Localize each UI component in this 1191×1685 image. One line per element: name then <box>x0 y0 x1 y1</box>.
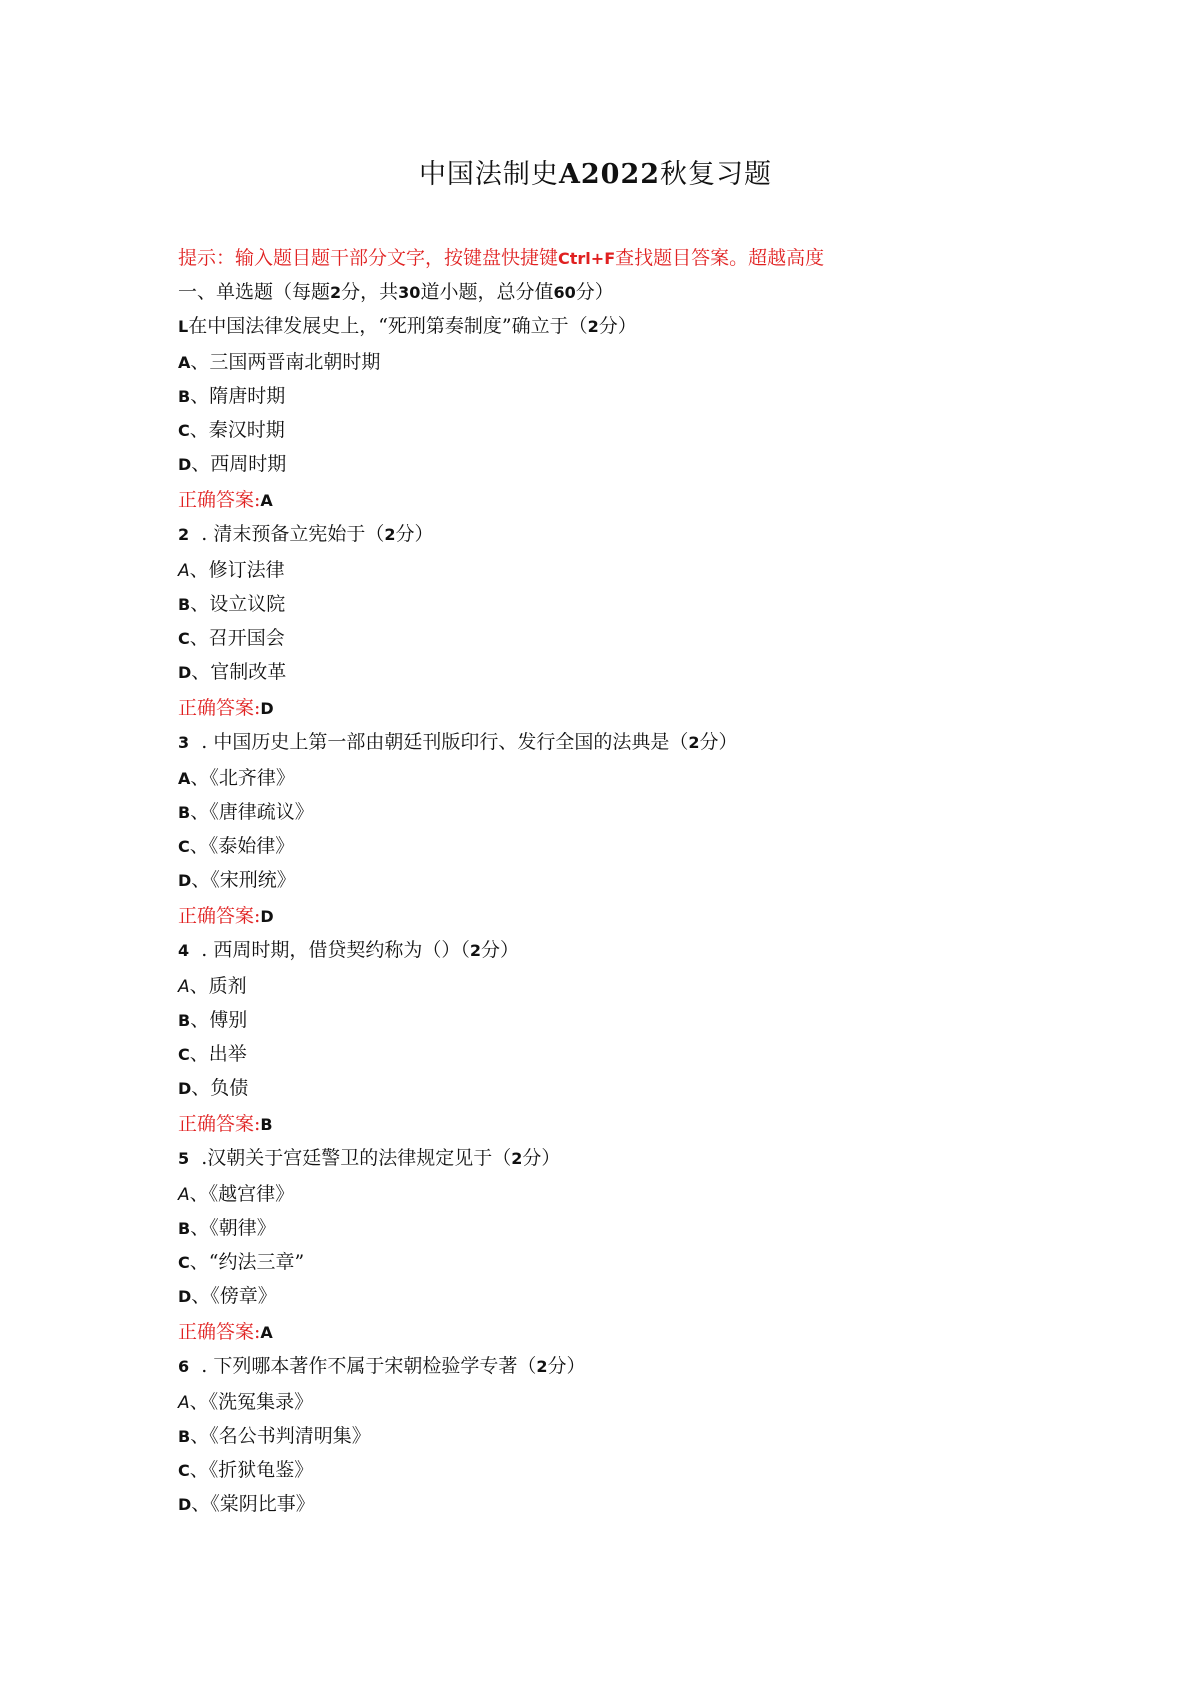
question-4: 4 . 西周时期，借贷契约称为（）（2分） <box>178 939 519 961</box>
q4-option-a: A、质剂 <box>178 975 247 997</box>
q6-option-b: B、《名公书判清明集》 <box>178 1425 371 1447</box>
q1-option-d: D、西周时期 <box>178 453 287 475</box>
q1-option-b: B、隋唐时期 <box>178 385 286 407</box>
q3-option-c: C、《泰始律》 <box>178 835 295 857</box>
q5-option-b: B、《朝律》 <box>178 1217 276 1239</box>
q4-option-b: B、傅别 <box>178 1009 248 1031</box>
section-heading: 一、单选题（每题2分，共30道小题，总分值60分） <box>178 281 614 303</box>
q5-option-d: D、《傍章》 <box>178 1285 277 1307</box>
q3-option-a: A、《北齐律》 <box>178 767 295 789</box>
q5-answer: 正确答案:A <box>178 1321 273 1343</box>
q2-option-c: C、召开国会 <box>178 627 285 649</box>
document-title <box>0 152 1191 191</box>
q4-answer: 正确答案:B <box>178 1113 273 1135</box>
q6-option-a: A、《洗冤集录》 <box>178 1391 314 1413</box>
question-2: 2 . 清末预备立宪始于（2分） <box>178 523 434 545</box>
q3-answer: 正确答案:D <box>178 905 274 927</box>
title-suffix: 秋复习题 <box>660 159 773 190</box>
shortcut-key: Ctrl+F <box>558 249 616 268</box>
q6-option-d: D、《棠阴比事》 <box>178 1493 315 1515</box>
q5-option-a: A、《越宫律》 <box>178 1183 295 1205</box>
q1-option-c: C、秦汉时期 <box>178 419 285 441</box>
title-code: A2022 <box>558 159 661 190</box>
q3-option-b: B、《唐律疏议》 <box>178 801 314 823</box>
q4-option-d: D、负债 <box>178 1077 249 1099</box>
question-1: L在中国法律发展史上，“死刑第奏制度”确立于（2分） <box>178 315 637 337</box>
q1-option-a: A、三国两晋南北朝时期 <box>178 351 381 373</box>
title-prefix: 中国法制史 <box>418 159 559 190</box>
search-tip: 提示：输入题目题干部分文字，按键盘快捷键Ctrl+F查找题目答案。超越高度 <box>178 247 825 269</box>
question-3: 3 . 中国历史上第一部由朝廷刊版印行、发行全国的法典是（2分） <box>178 731 738 753</box>
question-6: 6 . 下列哪本著作不属于宋朝检验学专著（2分） <box>178 1355 586 1377</box>
q2-option-b: B、设立议院 <box>178 593 286 615</box>
q2-option-a: A、修订法律 <box>178 559 285 581</box>
q4-option-c: C、出举 <box>178 1043 247 1065</box>
q2-option-d: D、官制改革 <box>178 661 287 683</box>
q1-answer: 正确答案:A <box>178 489 273 511</box>
q3-option-d: D、《宋刑统》 <box>178 869 296 891</box>
q6-option-c: C、《折狱龟鉴》 <box>178 1459 314 1481</box>
q2-answer: 正确答案:D <box>178 697 274 719</box>
q5-option-c: C、“约法三章” <box>178 1251 305 1273</box>
question-5: 5 .汉朝关于宫廷警卫的法律规定见于（2分） <box>178 1147 561 1169</box>
